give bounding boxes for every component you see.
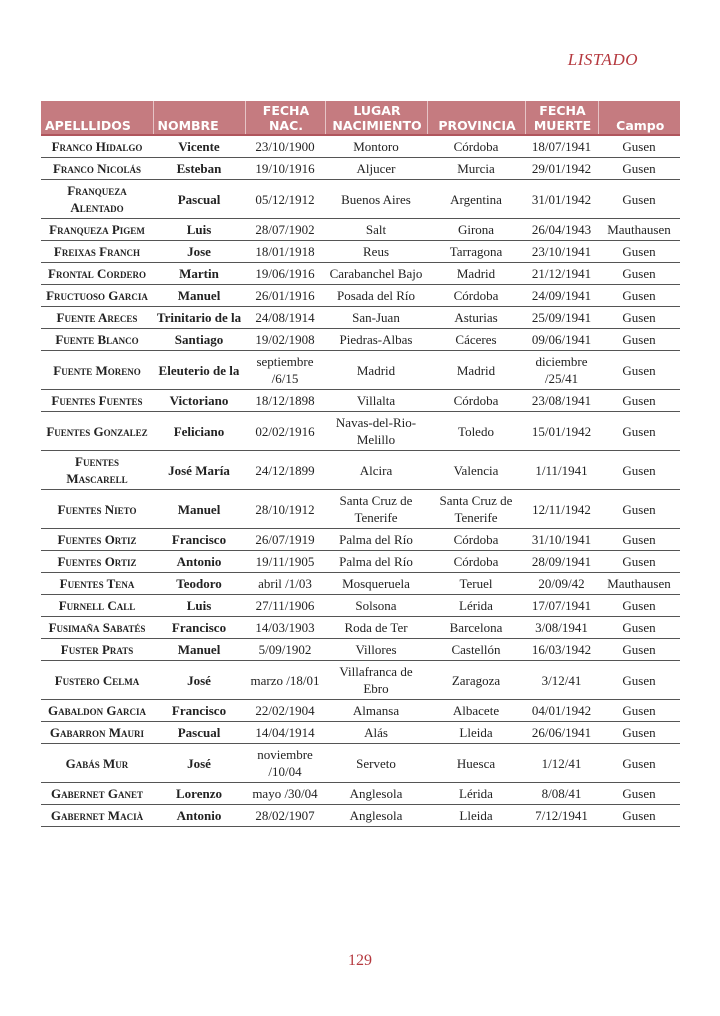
cell-campo: Gusen — [598, 158, 680, 180]
cell-campo: Gusen — [598, 307, 680, 329]
cell-apellidos: Gabernet Macià — [41, 805, 153, 827]
cell-apellidos: Fuentes Gonzalez — [41, 412, 153, 451]
cell-apellidos: Fuente Areces — [41, 307, 153, 329]
cell-fecha-nac: 24/12/1899 — [245, 451, 325, 490]
table-row — [41, 451, 680, 490]
cell-nombre: José — [153, 744, 245, 783]
cell-apellidos: Gabernet Ganet — [41, 783, 153, 805]
cell-lugar-nacimiento: Anglesola — [325, 783, 427, 805]
cell-fecha-nac: noviembre /10/04 — [245, 744, 325, 783]
cell-provincia: Valencia — [427, 451, 525, 490]
cell-fecha-muerte: 1/12/41 — [525, 744, 598, 783]
cell-fecha-muerte: 20/09/42 — [525, 573, 598, 595]
cell-lugar-nacimiento: Palma del Río — [325, 551, 427, 573]
cell-fecha-nac: abril /1/03 — [245, 573, 325, 595]
cell-campo: Mauthausen — [598, 219, 680, 241]
cell-provincia: Castellón — [427, 639, 525, 661]
cell-fecha-muerte: 21/12/1941 — [525, 263, 598, 285]
cell-provincia: Córdoba — [427, 551, 525, 573]
cell-nombre: Pascual — [153, 180, 245, 219]
cell-lugar-nacimiento: Serveto — [325, 744, 427, 783]
cell-campo: Gusen — [598, 744, 680, 783]
cell-apellidos: Freixas Franch — [41, 241, 153, 263]
table-row — [41, 529, 680, 551]
cell-campo: Gusen — [598, 700, 680, 722]
col-header-lugar-nacimiento: LUGAR NACIMIENTO — [325, 101, 427, 135]
cell-lugar-nacimiento: Montoro — [325, 135, 427, 158]
cell-fecha-nac: 19/02/1908 — [245, 329, 325, 351]
cell-fecha-muerte: 3/12/41 — [525, 661, 598, 700]
cell-fecha-nac: 18/12/1898 — [245, 390, 325, 412]
cell-provincia: Huesca — [427, 744, 525, 783]
table-row — [41, 219, 680, 241]
cell-apellidos: Fuentes Nieto — [41, 490, 153, 529]
table-row — [41, 783, 680, 805]
deportees-table — [41, 101, 680, 827]
cell-apellidos: Fustero Celma — [41, 661, 153, 700]
cell-campo: Gusen — [598, 805, 680, 827]
cell-fecha-muerte: 23/10/1941 — [525, 241, 598, 263]
cell-lugar-nacimiento: Salt — [325, 219, 427, 241]
cell-fecha-nac: marzo /18/01 — [245, 661, 325, 700]
cell-fecha-nac: 26/01/1916 — [245, 285, 325, 307]
cell-provincia: Zaragoza — [427, 661, 525, 700]
table-row — [41, 180, 680, 219]
cell-lugar-nacimiento: Madrid — [325, 351, 427, 390]
cell-campo: Gusen — [598, 329, 680, 351]
cell-lugar-nacimiento: Posada del Río — [325, 285, 427, 307]
cell-lugar-nacimiento: Palma del Río — [325, 529, 427, 551]
table-row — [41, 639, 680, 661]
cell-lugar-nacimiento: Villalta — [325, 390, 427, 412]
table-row — [41, 722, 680, 744]
cell-campo: Gusen — [598, 351, 680, 390]
cell-nombre: Feliciano — [153, 412, 245, 451]
cell-provincia: Murcia — [427, 158, 525, 180]
cell-campo: Gusen — [598, 490, 680, 529]
cell-fecha-nac: 24/08/1914 — [245, 307, 325, 329]
cell-apellidos: Gabás Mur — [41, 744, 153, 783]
table-row — [41, 263, 680, 285]
cell-nombre: Vicente — [153, 135, 245, 158]
cell-fecha-muerte: 12/11/1942 — [525, 490, 598, 529]
cell-fecha-muerte: 04/01/1942 — [525, 700, 598, 722]
table-row — [41, 412, 680, 451]
table-row — [41, 307, 680, 329]
cell-lugar-nacimiento: Navas-del-Rio-Melillo — [325, 412, 427, 451]
cell-provincia: Barcelona — [427, 617, 525, 639]
cell-nombre: Antonio — [153, 805, 245, 827]
cell-apellidos: Fuente Blanco — [41, 329, 153, 351]
table-row — [41, 573, 680, 595]
cell-nombre: Eleuterio de la — [153, 351, 245, 390]
cell-provincia: Santa Cruz de Tenerife — [427, 490, 525, 529]
cell-fecha-nac: septiembre /6/15 — [245, 351, 325, 390]
cell-provincia: Córdoba — [427, 390, 525, 412]
cell-campo: Gusen — [598, 661, 680, 700]
cell-lugar-nacimiento: San-Juan — [325, 307, 427, 329]
cell-fecha-muerte: 7/12/1941 — [525, 805, 598, 827]
cell-provincia: Córdoba — [427, 135, 525, 158]
cell-apellidos: Furnell Call — [41, 595, 153, 617]
cell-lugar-nacimiento: Aljucer — [325, 158, 427, 180]
cell-nombre: José María — [153, 451, 245, 490]
cell-fecha-nac: 05/12/1912 — [245, 180, 325, 219]
cell-apellidos: Frontal Cordero — [41, 263, 153, 285]
cell-fecha-muerte: diciembre /25/41 — [525, 351, 598, 390]
cell-fecha-muerte: 16/03/1942 — [525, 639, 598, 661]
table-row — [41, 390, 680, 412]
cell-nombre: Victoriano — [153, 390, 245, 412]
table-header-row — [41, 101, 680, 135]
cell-fecha-muerte: 26/06/1941 — [525, 722, 598, 744]
col-header-nombre: NOMBRE — [153, 101, 245, 135]
cell-lugar-nacimiento: Mosqueruela — [325, 573, 427, 595]
cell-fecha-nac: 18/01/1918 — [245, 241, 325, 263]
table-row — [41, 700, 680, 722]
col-header-fecha-nac: FECHA NAC. — [245, 101, 325, 135]
cell-fecha-muerte: 23/08/1941 — [525, 390, 598, 412]
cell-nombre: Esteban — [153, 158, 245, 180]
table-row — [41, 351, 680, 390]
table-row — [41, 551, 680, 573]
table-row — [41, 595, 680, 617]
cell-fecha-muerte: 1/11/1941 — [525, 451, 598, 490]
cell-fecha-muerte: 29/01/1942 — [525, 158, 598, 180]
cell-fecha-nac: 14/04/1914 — [245, 722, 325, 744]
cell-campo: Gusen — [598, 241, 680, 263]
cell-nombre: Francisco — [153, 617, 245, 639]
running-title: LISTADO — [567, 50, 638, 69]
cell-fecha-nac: 02/02/1916 — [245, 412, 325, 451]
col-header-apellidos: APELLLIDOS — [41, 101, 153, 135]
cell-nombre: Manuel — [153, 490, 245, 529]
cell-fecha-muerte: 25/09/1941 — [525, 307, 598, 329]
cell-fecha-nac: 28/02/1907 — [245, 805, 325, 827]
cell-fecha-nac: 5/09/1902 — [245, 639, 325, 661]
cell-provincia: Toledo — [427, 412, 525, 451]
cell-fecha-nac: 23/10/1900 — [245, 135, 325, 158]
cell-provincia: Cáceres — [427, 329, 525, 351]
table-row — [41, 805, 680, 827]
cell-fecha-muerte: 8/08/41 — [525, 783, 598, 805]
cell-fecha-nac: 26/07/1919 — [245, 529, 325, 551]
cell-lugar-nacimiento: Roda de Ter — [325, 617, 427, 639]
cell-apellidos: Fuentes Tena — [41, 573, 153, 595]
cell-fecha-nac: 28/10/1912 — [245, 490, 325, 529]
cell-provincia: Córdoba — [427, 529, 525, 551]
cell-lugar-nacimiento: Reus — [325, 241, 427, 263]
cell-nombre: Lorenzo — [153, 783, 245, 805]
table-row — [41, 744, 680, 783]
cell-campo: Gusen — [598, 617, 680, 639]
cell-fecha-muerte: 15/01/1942 — [525, 412, 598, 451]
cell-fecha-nac: 14/03/1903 — [245, 617, 325, 639]
cell-apellidos: Fuentes Ortiz — [41, 551, 153, 573]
cell-fecha-muerte: 3/08/1941 — [525, 617, 598, 639]
cell-campo: Mauthausen — [598, 573, 680, 595]
cell-provincia: Lérida — [427, 783, 525, 805]
cell-apellidos: Franqueza Alentado — [41, 180, 153, 219]
cell-lugar-nacimiento: Solsona — [325, 595, 427, 617]
cell-apellidos: Gabaldon Garcia — [41, 700, 153, 722]
col-header-fecha-muerte: FECHA MUERTE — [525, 101, 598, 135]
cell-nombre: Jose — [153, 241, 245, 263]
cell-provincia: Lleida — [427, 805, 525, 827]
cell-provincia: Lleida — [427, 722, 525, 744]
cell-lugar-nacimiento: Villafranca de Ebro — [325, 661, 427, 700]
cell-lugar-nacimiento: Alás — [325, 722, 427, 744]
cell-fecha-nac: 19/11/1905 — [245, 551, 325, 573]
cell-campo: Gusen — [598, 412, 680, 451]
cell-lugar-nacimiento: Buenos Aires — [325, 180, 427, 219]
cell-fecha-muerte: 28/09/1941 — [525, 551, 598, 573]
cell-provincia: Madrid — [427, 263, 525, 285]
cell-campo: Gusen — [598, 783, 680, 805]
cell-fecha-nac: mayo /30/04 — [245, 783, 325, 805]
cell-apellidos: Franqueza Pigem — [41, 219, 153, 241]
table-row — [41, 285, 680, 307]
table-row — [41, 661, 680, 700]
cell-fecha-nac: 19/06/1916 — [245, 263, 325, 285]
cell-apellidos: Fuentes Ortiz — [41, 529, 153, 551]
cell-nombre: Martin — [153, 263, 245, 285]
cell-nombre: Manuel — [153, 285, 245, 307]
cell-lugar-nacimiento: Piedras-Albas — [325, 329, 427, 351]
cell-fecha-muerte: 24/09/1941 — [525, 285, 598, 307]
cell-nombre: Luis — [153, 219, 245, 241]
cell-nombre: Manuel — [153, 639, 245, 661]
cell-campo: Gusen — [598, 639, 680, 661]
table-row — [41, 490, 680, 529]
cell-lugar-nacimiento: Villores — [325, 639, 427, 661]
table-row — [41, 158, 680, 180]
table-row — [41, 329, 680, 351]
cell-campo: Gusen — [598, 390, 680, 412]
cell-campo: Gusen — [598, 285, 680, 307]
cell-lugar-nacimiento: Almansa — [325, 700, 427, 722]
col-header-provincia: PROVINCIA — [427, 101, 525, 135]
cell-fecha-muerte: 31/01/1942 — [525, 180, 598, 219]
cell-apellidos: Fuentes Mascarell — [41, 451, 153, 490]
cell-campo: Gusen — [598, 180, 680, 219]
cell-campo: Gusen — [598, 135, 680, 158]
table-row — [41, 617, 680, 639]
cell-campo: Gusen — [598, 551, 680, 573]
cell-provincia: Albacete — [427, 700, 525, 722]
page-number: 129 — [348, 952, 372, 969]
cell-fecha-nac: 19/10/1916 — [245, 158, 325, 180]
cell-provincia: Girona — [427, 219, 525, 241]
cell-provincia: Lérida — [427, 595, 525, 617]
cell-provincia: Madrid — [427, 351, 525, 390]
cell-fecha-muerte: 09/06/1941 — [525, 329, 598, 351]
cell-fecha-nac: 28/07/1902 — [245, 219, 325, 241]
cell-lugar-nacimiento: Carabanchel Bajo — [325, 263, 427, 285]
cell-fecha-nac: 27/11/1906 — [245, 595, 325, 617]
cell-provincia: Córdoba — [427, 285, 525, 307]
cell-campo: Gusen — [598, 451, 680, 490]
cell-apellidos: Franco Hidalgo — [41, 135, 153, 158]
cell-fecha-nac: 22/02/1904 — [245, 700, 325, 722]
cell-apellidos: Fructuoso Garcia — [41, 285, 153, 307]
cell-nombre: José — [153, 661, 245, 700]
cell-nombre: Pascual — [153, 722, 245, 744]
cell-apellidos: Franco Nicolás — [41, 158, 153, 180]
cell-fecha-muerte: 26/04/1943 — [525, 219, 598, 241]
cell-nombre: Antonio — [153, 551, 245, 573]
cell-fecha-muerte: 17/07/1941 — [525, 595, 598, 617]
cell-provincia: Tarragona — [427, 241, 525, 263]
cell-apellidos: Fuentes Fuentes — [41, 390, 153, 412]
cell-lugar-nacimiento: Alcira — [325, 451, 427, 490]
cell-lugar-nacimiento: Santa Cruz de Tenerife — [325, 490, 427, 529]
cell-campo: Gusen — [598, 263, 680, 285]
cell-lugar-nacimiento: Anglesola — [325, 805, 427, 827]
cell-nombre: Luis — [153, 595, 245, 617]
cell-apellidos: Fuster Prats — [41, 639, 153, 661]
cell-apellidos: Fuente Moreno — [41, 351, 153, 390]
cell-nombre: Santiago — [153, 329, 245, 351]
cell-campo: Gusen — [598, 529, 680, 551]
cell-nombre: Francisco — [153, 529, 245, 551]
cell-apellidos: Gabarron Mauri — [41, 722, 153, 744]
table-row — [41, 241, 680, 263]
cell-provincia: Argentina — [427, 180, 525, 219]
cell-nombre: Trinitario de la — [153, 307, 245, 329]
cell-provincia: Asturias — [427, 307, 525, 329]
cell-nombre: Teodoro — [153, 573, 245, 595]
table-row — [41, 135, 680, 158]
cell-apellidos: Fusimaña Sabatés — [41, 617, 153, 639]
cell-campo: Gusen — [598, 722, 680, 744]
cell-provincia: Teruel — [427, 573, 525, 595]
cell-fecha-muerte: 18/07/1941 — [525, 135, 598, 158]
cell-campo: Gusen — [598, 595, 680, 617]
cell-fecha-muerte: 31/10/1941 — [525, 529, 598, 551]
cell-nombre: Francisco — [153, 700, 245, 722]
col-header-campo: Campo — [598, 101, 680, 135]
